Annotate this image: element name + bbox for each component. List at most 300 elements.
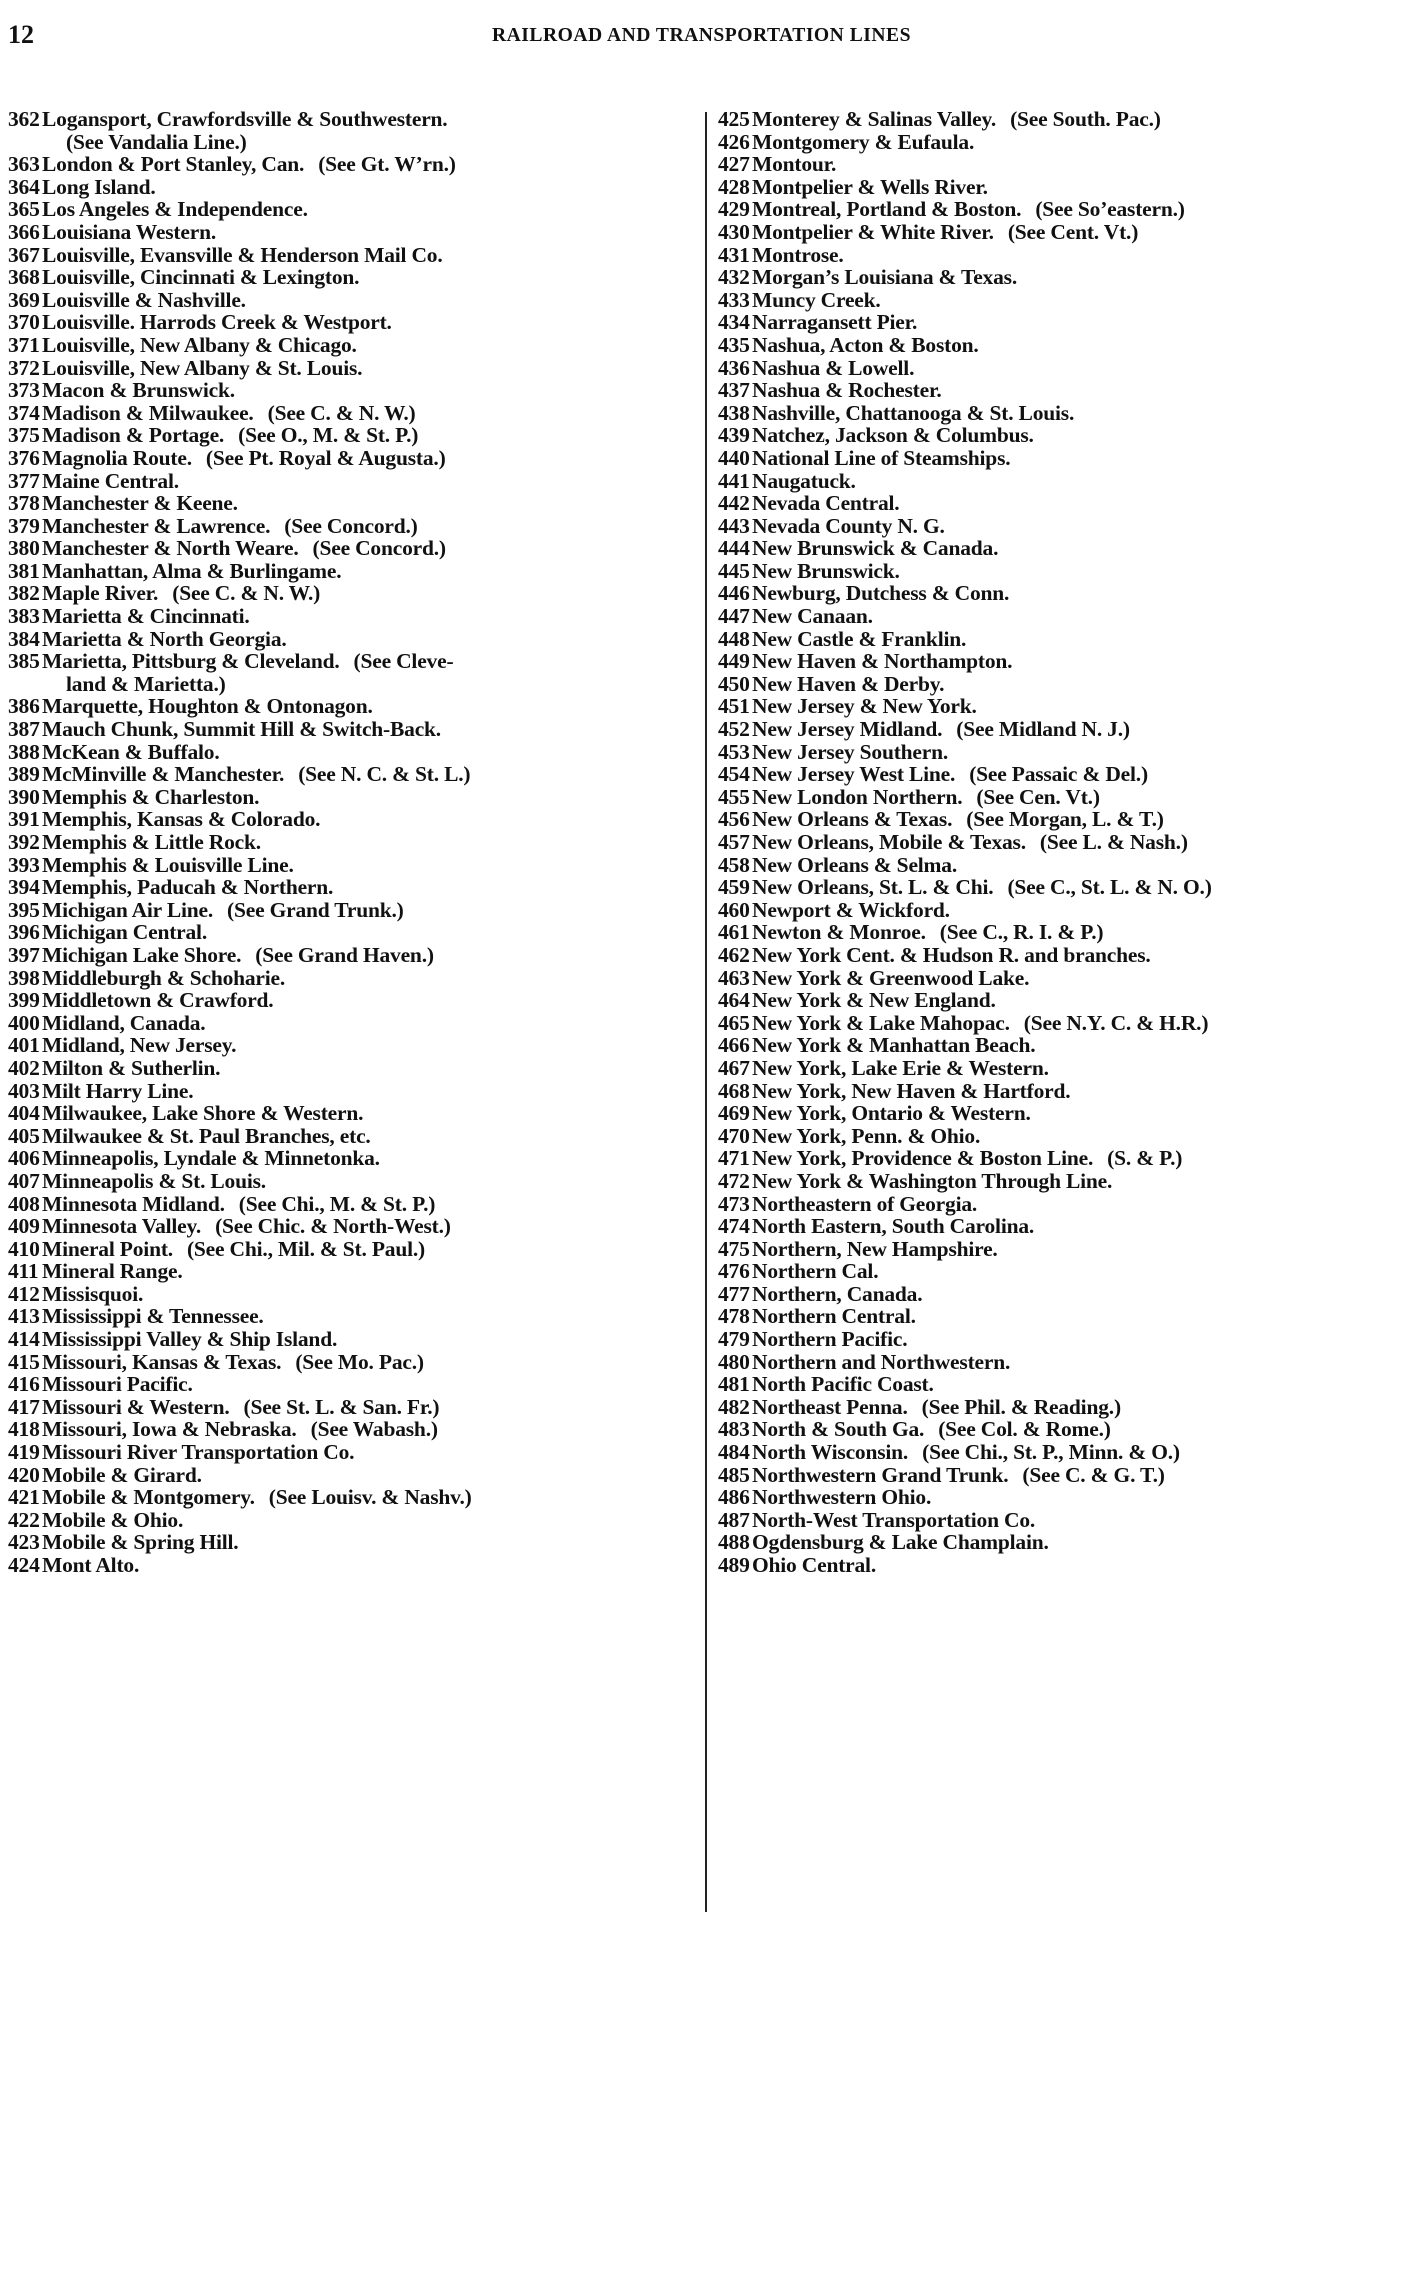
entry-number: 412 <box>8 1281 40 1306</box>
entry-number: 455 <box>718 784 750 809</box>
list-item <box>8 1373 698 1396</box>
entry-body <box>42 1012 698 1035</box>
entry-name: Michigan Central. <box>42 920 207 945</box>
entry-cross-reference: (See St. L. & San. Fr.) <box>243 1394 440 1419</box>
entry-body <box>42 1215 698 1238</box>
list-item <box>718 244 1403 267</box>
entry-body <box>752 108 1403 131</box>
entry-number: 433 <box>718 287 750 312</box>
entry-body <box>752 153 1403 176</box>
entry-name: North Pacific Coast. <box>752 1372 934 1397</box>
entry-body <box>752 221 1403 244</box>
list-item <box>8 650 698 673</box>
entry-body <box>42 628 698 651</box>
entry-cross-reference: (See N.Y. C. & H.R.) <box>1023 1010 1209 1035</box>
entry-cross-reference: (See L. & Nash.) <box>1039 830 1188 854</box>
entry-number: 365 <box>8 197 40 222</box>
entry-body <box>752 289 1403 312</box>
entry-name: Milt Harry Line. <box>42 1078 194 1103</box>
entry-number: 418 <box>8 1417 40 1442</box>
entry-body <box>42 854 698 877</box>
entry-number: 397 <box>8 942 40 967</box>
entry-body <box>42 289 698 312</box>
entry-body <box>42 1486 698 1509</box>
list-item <box>718 1238 1403 1261</box>
entry-number: 457 <box>718 830 750 854</box>
entry-number: 446 <box>718 581 750 606</box>
list-item <box>718 311 1403 334</box>
right-column <box>718 108 1403 1577</box>
entry-body <box>752 379 1403 402</box>
list-item <box>718 831 1403 854</box>
entry-body <box>42 537 698 560</box>
entry-body <box>752 1486 1403 1509</box>
entry-number: 451 <box>718 694 750 719</box>
entry-name: Long Island. <box>42 174 156 199</box>
entry-continuation-text: land & Marietta.) <box>66 671 226 696</box>
entry-body <box>42 1057 698 1080</box>
entry-number: 464 <box>718 988 750 1013</box>
entry-number: 364 <box>8 174 40 199</box>
list-item <box>8 402 698 425</box>
entry-number: 363 <box>8 152 40 177</box>
entry-body <box>42 108 698 131</box>
entry-number: 484 <box>718 1440 750 1465</box>
list-item <box>718 628 1403 651</box>
entry-name: Mississippi Valley & Ship Island. <box>42 1327 338 1352</box>
list-item <box>718 967 1403 990</box>
entry-cross-reference: (See Chi., St. P., Minn. & O.) <box>922 1440 1180 1465</box>
entry-number: 482 <box>718 1394 750 1419</box>
list-item <box>718 1464 1403 1487</box>
entry-cross-reference: (See Grand Trunk.) <box>227 897 404 922</box>
list-item <box>8 1012 698 1035</box>
entry-cross-reference: (See South. Pac.) <box>1010 107 1161 131</box>
list-item <box>718 470 1403 493</box>
entry-name: Northeast Penna. <box>752 1394 908 1419</box>
entry-number: 378 <box>8 491 40 516</box>
entry-number: 440 <box>718 445 750 470</box>
entry-number: 362 <box>8 107 40 131</box>
entry-body <box>42 1238 698 1261</box>
entry-number: 453 <box>718 739 750 764</box>
list-item <box>8 1351 698 1374</box>
list-item <box>8 1215 698 1238</box>
list-item <box>8 628 698 651</box>
entry-body <box>42 1170 698 1193</box>
list-item <box>718 1170 1403 1193</box>
entry-number: 477 <box>718 1281 750 1306</box>
entry-name: McKean & Buffalo. <box>42 739 220 764</box>
entry-number: 403 <box>8 1078 40 1103</box>
entry-body <box>752 131 1403 154</box>
entry-number: 376 <box>8 445 40 470</box>
entry-body <box>42 899 698 922</box>
entry-cross-reference: (See Phil. & Reading.) <box>921 1394 1121 1419</box>
entry-body <box>752 1396 1403 1419</box>
entry-cross-reference: (See Col. & Rome.) <box>938 1417 1111 1442</box>
list-item <box>8 1283 698 1306</box>
list-item <box>8 1147 698 1170</box>
entry-number: 428 <box>718 174 750 199</box>
list-item <box>8 1328 698 1351</box>
entry-name: Manchester & Lawrence. <box>42 513 271 538</box>
entry-cross-reference: (See Chic. & North-West.) <box>215 1214 451 1239</box>
entry-name: Nashua, Acton & Boston. <box>752 332 979 357</box>
list-item <box>718 763 1403 786</box>
entry-number: 377 <box>8 468 40 493</box>
entry-number: 442 <box>718 491 750 516</box>
entry-number: 436 <box>718 355 750 380</box>
entry-body <box>42 1147 698 1170</box>
entry-number: 425 <box>718 107 750 131</box>
entry-name: New Haven & Derby. <box>752 671 945 696</box>
entry-name: Muncy Creek. <box>752 287 881 312</box>
list-item <box>8 1034 698 1057</box>
entry-number: 389 <box>8 762 40 787</box>
list-item <box>8 967 698 990</box>
entry-body <box>42 1509 698 1532</box>
entry-body <box>42 1418 698 1441</box>
entry-name: Michigan Lake Shore. <box>42 942 242 967</box>
entry-cross-reference: (See Morgan, L. & T.) <box>966 807 1164 832</box>
entry-name: Mont Alto. <box>42 1553 140 1577</box>
entry-body <box>752 876 1403 899</box>
entry-body <box>42 1554 698 1577</box>
entry-number: 382 <box>8 581 40 606</box>
entry-name: Louisville, New Albany & St. Louis. <box>42 355 363 380</box>
entry-name: Montgomery & Eufaula. <box>752 129 975 154</box>
list-item <box>8 153 698 176</box>
entry-name: Northern, Canada. <box>752 1281 923 1306</box>
entry-number: 435 <box>718 332 750 357</box>
entry-body <box>42 605 698 628</box>
entry-name: Madison & Milwaukee. <box>42 400 254 425</box>
entry-body <box>752 1260 1403 1283</box>
entry-name: New York, Providence & Boston Line. <box>752 1146 1094 1171</box>
entry-body <box>42 1373 698 1396</box>
entry-number: 462 <box>718 942 750 967</box>
list-item <box>718 695 1403 718</box>
list-item <box>8 741 698 764</box>
entry-number: 409 <box>8 1214 40 1239</box>
entry-name: New Brunswick. <box>752 558 900 583</box>
list-item <box>8 1193 698 1216</box>
entry-name: New York & Manhattan Beach. <box>752 1033 1036 1058</box>
entry-number: 456 <box>718 807 750 832</box>
entry-name: Northern, New Hampshire. <box>752 1236 998 1261</box>
entry-name: Northern and Northwestern. <box>752 1349 1011 1374</box>
entry-body <box>752 1102 1403 1125</box>
list-item <box>8 560 698 583</box>
entry-name: Madison & Portage. <box>42 423 225 448</box>
entry-body <box>752 334 1403 357</box>
list-item <box>718 266 1403 289</box>
entry-name: New York, Penn. & Ohio. <box>752 1123 981 1148</box>
entry-number: 399 <box>8 988 40 1013</box>
entry-name: New Castle & Franklin. <box>752 626 967 651</box>
entry-body <box>752 1012 1403 1035</box>
entry-body <box>752 1531 1403 1554</box>
entry-name: North & South Ga. <box>752 1417 925 1442</box>
entry-number: 472 <box>718 1168 750 1193</box>
list-item <box>718 1373 1403 1396</box>
entry-name: Milwaukee, Lake Shore & Western. <box>42 1101 364 1126</box>
entry-name: Northwestern Ohio. <box>752 1485 932 1510</box>
entry-number: 391 <box>8 807 40 832</box>
entry-body <box>42 424 698 447</box>
entry-body <box>752 967 1403 990</box>
entry-number: 390 <box>8 784 40 809</box>
entry-body <box>42 786 698 809</box>
entry-cross-reference: (See O., M. & St. P.) <box>238 423 419 448</box>
entry-name: North-West Transportation Co. <box>752 1507 1036 1532</box>
entry-body <box>42 650 698 673</box>
entry-body <box>752 650 1403 673</box>
list-item <box>8 718 698 741</box>
entry-name: Mauch Chunk, Summit Hill & Switch-Back. <box>42 717 441 742</box>
entry-number: 483 <box>718 1417 750 1442</box>
list-item <box>8 1396 698 1419</box>
list-item <box>718 108 1403 131</box>
entry-number: 476 <box>718 1259 750 1284</box>
list-item <box>8 244 698 267</box>
entry-number: 438 <box>718 400 750 425</box>
list-item <box>8 989 698 1012</box>
entry-number: 429 <box>718 197 750 222</box>
entry-number: 394 <box>8 875 40 900</box>
entry-number: 395 <box>8 897 40 922</box>
entry-body <box>42 1260 698 1283</box>
entry-number: 383 <box>8 604 40 629</box>
entry-name: Mississippi & Tennessee. <box>42 1304 264 1329</box>
list-item <box>8 899 698 922</box>
entry-name: Mineral Point. <box>42 1236 173 1261</box>
entry-number: 485 <box>718 1462 750 1487</box>
entry-name: Natchez, Jackson & Columbus. <box>752 423 1034 448</box>
list-item <box>8 786 698 809</box>
entry-name: National Line of Steamships. <box>752 445 1011 470</box>
entry-number: 371 <box>8 332 40 357</box>
entry-cross-reference: (See Wabash.) <box>310 1417 438 1442</box>
entry-number: 454 <box>718 762 750 787</box>
entry-name: Milton & Sutherlin. <box>42 1055 221 1080</box>
entry-name: Newton & Monroe. <box>752 920 926 945</box>
entry-name: Missisquoi. <box>42 1281 144 1306</box>
entry-body <box>752 1509 1403 1532</box>
list-item <box>8 357 698 380</box>
list-item <box>8 1464 698 1487</box>
entry-body <box>752 244 1403 267</box>
entry-name: Nashville, Chattanooga & St. Louis. <box>752 400 1075 425</box>
entry-body <box>42 1283 698 1306</box>
entry-name: Memphis & Louisville Line. <box>42 852 294 877</box>
entry-name: New Canaan. <box>752 604 873 629</box>
entry-number: 479 <box>718 1327 750 1352</box>
entry-name: Mineral Range. <box>42 1259 183 1284</box>
entry-number: 488 <box>718 1530 750 1555</box>
entry-body <box>752 605 1403 628</box>
entry-number: 416 <box>8 1372 40 1397</box>
list-item <box>718 1260 1403 1283</box>
entry-body <box>752 1215 1403 1238</box>
entry-body <box>42 944 698 967</box>
list-item <box>8 470 698 493</box>
entry-cross-reference: (See Cent. Vt.) <box>1007 219 1139 244</box>
entry-continuation-text: (See Vandalia Line.) <box>66 129 247 154</box>
entry-body <box>42 1080 698 1103</box>
entry-name: Manchester & North Weare. <box>42 536 299 561</box>
list-item <box>8 1125 698 1148</box>
entry-body <box>752 447 1403 470</box>
entry-number: 475 <box>718 1236 750 1261</box>
entry-name: Louisville. Harrods Creek & Westport. <box>42 310 392 335</box>
list-item <box>8 605 698 628</box>
entry-name: New York & Washington Through Line. <box>752 1168 1113 1193</box>
list-item <box>8 108 698 131</box>
list-item <box>718 786 1403 809</box>
entry-cross-reference: (See Mo. Pac.) <box>295 1349 424 1374</box>
entry-name: Midland, New Jersey. <box>42 1033 237 1058</box>
entry-name: Minneapolis, Lyndale & Minnetonka. <box>42 1146 380 1171</box>
list-item <box>718 1396 1403 1419</box>
entry-name: Midland, Canada. <box>42 1010 206 1035</box>
entry-body <box>752 1080 1403 1103</box>
entry-cross-reference: (See C., St. L. & N. O.) <box>1007 875 1212 900</box>
entry-body <box>752 492 1403 515</box>
entry-number: 407 <box>8 1168 40 1193</box>
list-item <box>718 650 1403 673</box>
entry-body <box>42 198 698 221</box>
list-item <box>8 831 698 854</box>
entry-number: 470 <box>718 1123 750 1148</box>
entry-number: 431 <box>718 242 750 267</box>
entry-name: Magnolia Route. <box>42 445 192 470</box>
entry-number: 387 <box>8 717 40 742</box>
entry-number: 372 <box>8 355 40 380</box>
entry-number: 370 <box>8 310 40 335</box>
list-item <box>8 1509 698 1532</box>
entry-cross-reference: (See Chi., Mil. & St. Paul.) <box>186 1236 426 1261</box>
entry-name: New York Cent. & Hudson R. and branches. <box>752 942 1151 967</box>
entry-name: Narragansett Pier. <box>752 310 918 335</box>
entry-number: 448 <box>718 626 750 651</box>
entry-name: New Orleans, St. L. & Chi. <box>752 875 994 900</box>
entry-name: New York & Greenwood Lake. <box>752 965 1030 990</box>
list-item <box>8 537 698 560</box>
entry-name: Memphis & Little Rock. <box>42 830 261 854</box>
entry-body <box>42 1464 698 1487</box>
list-item <box>718 718 1403 741</box>
entry-name: New Orleans & Texas. <box>752 807 953 832</box>
entry-body <box>42 1193 698 1216</box>
list-item <box>718 176 1403 199</box>
entry-number: 417 <box>8 1394 40 1419</box>
list-item <box>8 1531 698 1554</box>
entry-body <box>752 808 1403 831</box>
entry-name: Monterey & Salinas Valley. <box>752 107 997 131</box>
entry-number: 450 <box>718 671 750 696</box>
list-item <box>8 695 698 718</box>
page-title: RAILROAD AND TRANSPORTATION LINES <box>491 24 911 46</box>
list-item <box>718 899 1403 922</box>
list-item <box>718 1034 1403 1057</box>
entry-cross-reference: (See Cleve- <box>353 649 454 674</box>
list-item <box>718 1509 1403 1532</box>
entry-number: 437 <box>718 378 750 403</box>
entry-number: 419 <box>8 1440 40 1465</box>
list-item <box>8 854 698 877</box>
entry-name: Montreal, Portland & Boston. <box>752 197 1022 222</box>
entry-name: Mobile & Montgomery. <box>42 1485 255 1510</box>
entry-body <box>752 582 1403 605</box>
entry-number: 458 <box>718 852 750 877</box>
list-item <box>8 1170 698 1193</box>
entry-body <box>42 1125 698 1148</box>
entry-number: 424 <box>8 1553 40 1577</box>
list-item <box>718 582 1403 605</box>
entry-number: 432 <box>718 265 750 290</box>
entry-body <box>42 967 698 990</box>
list-item <box>8 289 698 312</box>
entry-body <box>42 311 698 334</box>
entry-name: New Jersey & New York. <box>752 694 977 719</box>
list-item <box>8 1080 698 1103</box>
entry-number: 434 <box>718 310 750 335</box>
entry-body <box>752 695 1403 718</box>
list-item <box>718 989 1403 1012</box>
list-item <box>718 447 1403 470</box>
entry-body <box>752 176 1403 199</box>
entry-name: Northern Central. <box>752 1304 916 1329</box>
list-item <box>718 1554 1403 1577</box>
entry-number: 487 <box>718 1507 750 1532</box>
entry-number: 463 <box>718 965 750 990</box>
entry-body <box>42 718 698 741</box>
entry-body <box>752 560 1403 583</box>
entry-number: 466 <box>718 1033 750 1058</box>
entry-body <box>752 921 1403 944</box>
entry-number: 489 <box>718 1553 750 1577</box>
list-item <box>8 492 698 515</box>
entry-body <box>42 1351 698 1374</box>
entry-name: Ogdensburg & Lake Champlain. <box>752 1530 1049 1555</box>
entry-name: Nashua & Rochester. <box>752 378 942 403</box>
entry-number: 443 <box>718 513 750 538</box>
entry-body <box>752 899 1403 922</box>
entry-continuation <box>8 131 698 154</box>
list-item <box>8 921 698 944</box>
entry-name: Los Angeles & Independence. <box>42 197 308 222</box>
entry-name: Montour. <box>752 152 837 177</box>
entry-body <box>752 854 1403 877</box>
entry-number: 400 <box>8 1010 40 1035</box>
entry-body <box>42 763 698 786</box>
entry-body <box>42 334 698 357</box>
entry-number: 406 <box>8 1146 40 1171</box>
entry-body <box>752 1373 1403 1396</box>
entry-body <box>752 402 1403 425</box>
entry-body <box>42 921 698 944</box>
entry-name: Northern Cal. <box>752 1259 879 1284</box>
entry-cross-reference: (See Pt. Royal & Augusta.) <box>205 445 446 470</box>
list-item <box>8 808 698 831</box>
entry-name: Northern Pacific. <box>752 1327 908 1352</box>
list-item <box>718 1441 1403 1464</box>
entry-name: Ohio Central. <box>752 1553 877 1577</box>
list-item <box>718 1057 1403 1080</box>
entry-name: Louisville, Evansville & Henderson Mail Co. <box>42 242 443 267</box>
